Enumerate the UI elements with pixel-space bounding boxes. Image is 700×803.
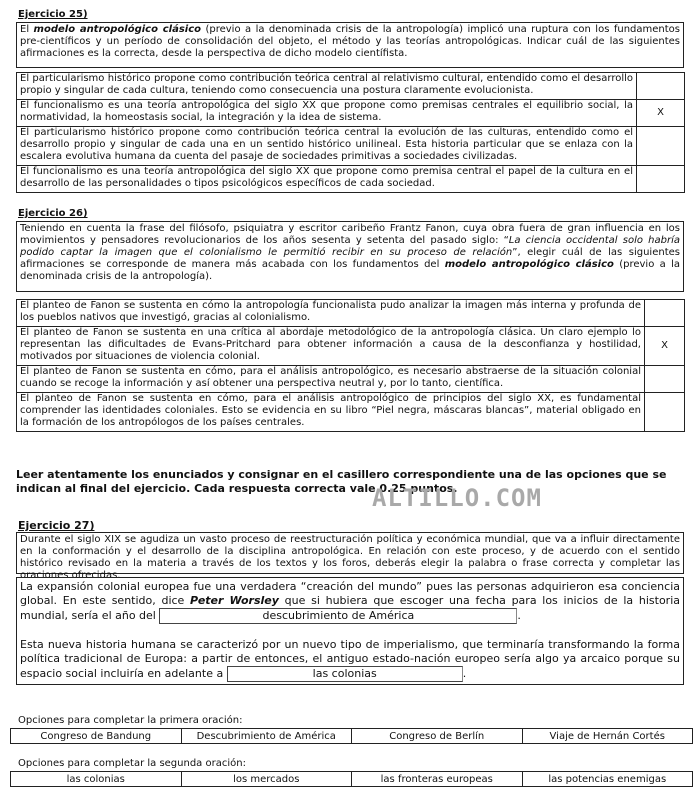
answer-box[interactable] bbox=[645, 393, 685, 432]
option-text: El planteo de Fanon se sustenta en cómo la antropología funcionalista pudo analizar la imagen más interna y profunda de los pueblos nativos que investigó, gracias al colonialismo. bbox=[17, 300, 645, 327]
option-text: El planteo de Fanon se sustenta en cómo, para el análisis antropológico, es necesario abstraerse de la situación colonial cuando se recoge la información y así obtener una perspectiva neutral y, por lo tanto, científica. bbox=[17, 366, 645, 393]
option-cell[interactable]: las colonias bbox=[11, 772, 182, 787]
blank-answer-2[interactable]: las colonias bbox=[227, 666, 463, 682]
intro-text: Durante el siglo XIX se agudiza un vasto proceso de reestructuración política y económica mundial, que va a influir directamente en la conformación y el desarrollo de la disciplina antropológica. En relación con este proceso, y de acuerdo con el sentido histórico revisado en la materia a través de los textos y los foros, deberás elegir la palabra o frase correcta y completar las oraciones ofrecidas. bbox=[20, 534, 680, 581]
answer-box[interactable] bbox=[637, 166, 685, 193]
option-text: El planteo de Fanon se sustenta en cómo, para el análisis antropológico de principios del siglo XX, es fundamental comprender las identidades coloniales. Esto se evidencia en su libro “Piel negra, máscaras blancas”, material obligado en la formación de los antropólogos de los países centrales. bbox=[17, 393, 645, 432]
question-text: ”, elegir cuál de las siguientes afirmaciones se corresponde de manera más acabada con los fundamentos del bbox=[20, 247, 680, 270]
sentence-end: . bbox=[517, 609, 521, 622]
exercise-26-label: Ejercicio 26) bbox=[18, 208, 88, 219]
exercise-26-question bbox=[16, 221, 684, 292]
option-text: El funcionalismo es una teoría antropológica del siglo XX que propone como premisas centrales el equilibrio social, la normatividad, la homeostasis social, la integración y la idea de sistema. bbox=[17, 100, 637, 127]
exercise-25-options bbox=[16, 72, 685, 193]
options-1-title: Opciones para completar la primera oración: bbox=[18, 715, 243, 726]
exercise-25-question bbox=[16, 22, 684, 68]
exercise-25-label: Ejercicio 25) bbox=[18, 9, 88, 20]
sentence-text: Esta nueva historia humana se caracterizó por un nuevo tipo de imperialismo, que terminaría transformando la forma política tradicional de Europa: a partir de entonces, el antiguo estado-nación europeo sería algo ya arcaico porque su espacio social incluiría en adelante a bbox=[20, 638, 680, 680]
sentence-2 bbox=[20, 638, 680, 682]
author-name: Peter Worsley bbox=[190, 594, 279, 607]
instructions: Leer atentamente los enunciados y consignar en el casillero correspondiente una de las opciones que se indican al final del ejercicio. Cada respuesta correcta vale 0.25 puntos. bbox=[16, 468, 667, 495]
exercise-27-label: Ejercicio 27) bbox=[18, 519, 95, 532]
sentence-end: . bbox=[462, 667, 467, 680]
answer-box[interactable] bbox=[645, 300, 685, 327]
question-emphasis: modelo antropológico clásico bbox=[444, 259, 614, 270]
watermark: ALTILLO.COM bbox=[372, 484, 542, 512]
answer-box[interactable]: X bbox=[645, 327, 685, 366]
option-cell[interactable]: las fronteras europeas bbox=[352, 772, 523, 787]
question-text: El bbox=[20, 24, 34, 35]
answer-box[interactable] bbox=[637, 73, 685, 100]
sentence-text: que si hubiera que escoger una fecha para los inicios de la historia mundial, sería el año del bbox=[20, 594, 680, 622]
option-row bbox=[17, 300, 685, 327]
option-row bbox=[17, 366, 685, 393]
answer-box[interactable] bbox=[645, 366, 685, 393]
options-2-table bbox=[10, 771, 693, 787]
exercise-26-options bbox=[16, 299, 685, 432]
quote-text: La ciencia occidental solo habría podido captar la imagen que el colonialismo le permitió recibir en su proceso de relación bbox=[20, 235, 680, 258]
option-cell[interactable]: Descubrimiento de América bbox=[181, 729, 352, 744]
exercise-27-intro bbox=[16, 532, 684, 581]
option-row bbox=[17, 166, 685, 193]
options-1-table bbox=[10, 728, 693, 744]
sentence-1 bbox=[20, 580, 680, 624]
option-cell[interactable]: Viaje de Hernán Cortés bbox=[522, 729, 693, 744]
question-text: Teniendo en cuenta la frase del filósofo, psiquiatra y escritor caribeño Frantz Fanon, cuya obra fuera de gran influencia en los movimientos y pensadores revolucionarios de los años sesenta y setenta del pasado siglo: “ bbox=[20, 223, 680, 246]
question-text: (previo a la denominada crisis de la antropología). bbox=[20, 259, 681, 282]
sentence-text: La expansión colonial europea fue una verdadera “creación del mundo” pues las personas adquirieron esa conciencia global. En este sentido, dice bbox=[20, 580, 680, 607]
option-cell[interactable]: las potencias enemigas bbox=[522, 772, 693, 787]
options-2-title: Opciones para completar la segunda oración: bbox=[18, 758, 246, 769]
exercise-27-sentences bbox=[16, 577, 684, 685]
option-row bbox=[17, 393, 685, 432]
option-text: El particularismo histórico propone como contribución teórica central al relativismo cultural, entendido como el desarrollo propio y singular de cada cultura, teniendo como consecuencia una postura claramente evolucionista. bbox=[17, 73, 637, 100]
question-emphasis: modelo antropológico clásico bbox=[33, 24, 202, 35]
option-text: El planteo de Fanon se sustenta en una crítica al abordaje metodológico de la antropología clásica. Un claro ejemplo lo representan las dificultades de Evans-Pritchard para obtener información a causa de la desconfianza y hostilidad, motivados por situaciones de violencia colonial. bbox=[17, 327, 645, 366]
answer-box[interactable]: X bbox=[637, 100, 685, 127]
option-cell[interactable]: los mercados bbox=[181, 772, 352, 787]
option-row bbox=[17, 73, 685, 100]
option-row bbox=[17, 127, 685, 166]
answer-box[interactable] bbox=[637, 127, 685, 166]
option-text: El funcionalismo es una teoría antropológica del siglo XX que propone como premisa central el papel de la cultura en el desarrollo de las personalidades o tipos psicológicos específicos de cada sociedad. bbox=[17, 166, 637, 193]
option-row bbox=[17, 327, 685, 366]
option-row bbox=[17, 100, 685, 127]
blank-answer-1[interactable]: descubrimiento de América bbox=[159, 608, 517, 624]
question-text: (previo a la denominada crisis de la antropología) implicó una ruptura con los fundamentos pre-científicos y un período de consolidación del objeto, el método y las teorías antropológicas. Indicar cuál de las siguientes afirmaciones es la correcta, desde la perspectiva de dicho modelo científista. bbox=[20, 24, 681, 59]
option-cell[interactable]: Congreso de Bandung bbox=[11, 729, 182, 744]
option-cell[interactable]: Congreso de Berlín bbox=[352, 729, 523, 744]
option-text: El particularismo histórico propone como contribución teórica central la evolución de las culturas, entendido como el desarrollo propio y singular de cada una en un sentido histórico unilineal. Esta historia particular que se enlaza con la escalera evolutiva humana da cuenta del pasaje de sociedades primitivas a sociedades civilizadas. bbox=[17, 127, 637, 166]
